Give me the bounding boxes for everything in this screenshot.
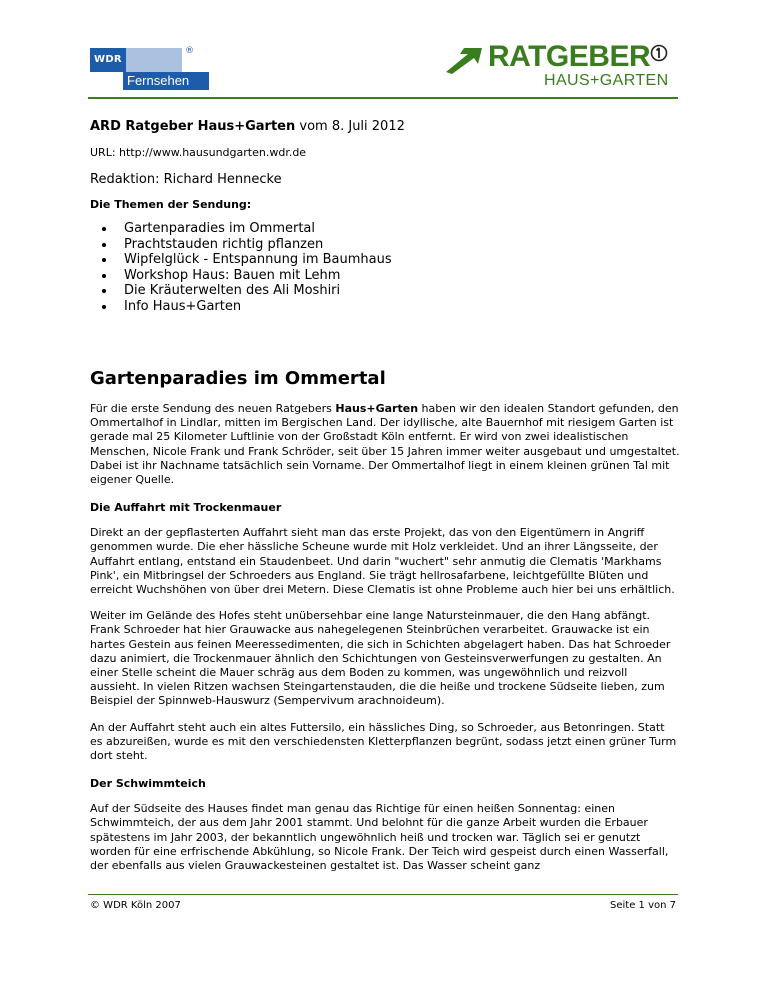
- url-line: URL: http://www.hausundgarten.wdr.de: [90, 146, 307, 159]
- ratgeber-subtitle: HAUS+GARTEN: [544, 72, 669, 89]
- paragraph-intro: [90, 402, 680, 487]
- wdr-logo-box: [90, 48, 126, 72]
- paragraph-text: haben wir den idealen Standort gefunden, den Ommertalhof in Lindlar, mitten im Bergischen Land. Der idyllische, alte Bauernhof mit riesigem Garten ist gerade mal 25 Kilometer Luftlinie von der Großstadt Köln entfernt. Er wird von zwei idealistischen Menschen, Nicole Frank und Frank Schröder, seit über 15 Jahren immer weiter ausgebaut und umgestaltet. Dabei ist ihr Nachname tatsächlich sein Vorname. Der Ommertalhof liegt in einem kleinen grünen Tal mit eigener Quelle.: [90, 402, 680, 487]
- ard-one-icon: [650, 44, 668, 62]
- footer-page-number: Seite 1 von 7: [610, 900, 676, 911]
- wdr-logo-subtext: Fernsehen: [127, 73, 190, 88]
- intro-title: [90, 119, 680, 135]
- header-divider: [88, 97, 678, 99]
- subheading-schwimmteich: Der Schwimmteich: [90, 777, 206, 791]
- ratgeber-title: RATGEBER: [488, 40, 651, 73]
- section-heading: Gartenparadies im Ommertal: [90, 368, 386, 389]
- paragraph: Auf der Südseite des Hauses findet man genau das Richtige für einen heißen Sonnentag: einen Schwimmteich, der aus dem Jahr 2001 stammt. Und belohnt für die ganze Arbeit wurden die Erbauer spätestens im Jahr 2003, der bekanntlich ungewöhnlich heiß und trocken war. Täglich sei er genutzt worden für eine erfrischende Abkühlung, so Nicole Frank. Der Teich wird gespeist durch einen Wasserfall, der ebenfalls aus vielen Grauwackesteinen gestaltet ist. Das Wasser scheint ganz: [90, 802, 669, 873]
- ratgeber-logo: [444, 42, 684, 92]
- list-item: • Info Haus+Garten: [116, 299, 680, 315]
- paragraph: An der Auffahrt steht auch ein altes Futtersilo, ein hässliches Ding, so Schroeder, aus Betonringen. Statt es abzureißen, wurde es mit den verschiedensten Kletterpflanzen begrünt, sodass jetzt einen grüner Turm dort steht.: [90, 720, 677, 763]
- wdr-logo-stripe: [126, 48, 182, 72]
- list-item: • Prachtstauden richtig pflanzen: [116, 237, 680, 253]
- subheading-auffahrt: Die Auffahrt mit Trockenmauer: [90, 501, 282, 515]
- arrow-icon: [444, 46, 484, 74]
- list-item: • Gartenparadies im Ommertal: [116, 221, 680, 237]
- themes-list: [90, 221, 680, 314]
- wdr-logo-text: WDR: [94, 54, 122, 65]
- wdr-logo-sub-box: [123, 72, 209, 90]
- footer-copyright: © WDR Köln 2007: [90, 900, 181, 911]
- registered-mark: ®: [185, 46, 194, 56]
- wdr-fernsehen-logo: [90, 48, 210, 88]
- document-content: [90, 114, 680, 873]
- list-item: • Wipfelglück - Entspannung im Baumhaus: [116, 252, 680, 268]
- paragraph-text: Für die erste Sendung des neuen Ratgebers: [90, 402, 336, 415]
- paragraph: Weiter im Gelände des Hofes steht unübersehbar eine lange Natursteinmauer, die den Hang abfängt. Frank Schroeder hat hier Grauwacke aus nahegelegenen Steinbrüchen verarbeitet. Grauwacke ist ein hartes Gestein aus feinen Meeressedimenten, die sich in Schichten abgelagert haben. Das hat Schroeder dazu animiert, die Trockenmauer ähnlich den Schichtungen von Gesteinsverwerfungen zu gestalten. An einer Stelle scheint die Mauer schräg aus dem Boden zu kommen, was ungewöhnlich und reizvoll aussieht. In vielen Ritzen wachsen Steingartenstauden, die die heiße und trockene Südseite lieben, zum Beispiel der Spinnweb-Hauswurz (Sempervivum arachnoideum).: [90, 609, 671, 708]
- themes-heading: Die Themen der Sendung:: [90, 198, 252, 211]
- paragraph-bold-text: Haus+Garten: [335, 402, 419, 415]
- list-item: • Workshop Haus: Bauen mit Lehm: [116, 268, 680, 284]
- intro-title-bold: ARD Ratgeber Haus+Garten: [90, 119, 296, 134]
- paragraph: Direkt an der gepflasterten Auffahrt sieht man das erste Projekt, das von den Eigentümern in Angriff genommen wurde. Die eher hässliche Scheune wurde mit Holz verkleidet. Und an ihrer Längsseite, der Auffahrt entlang, entstand ein Staudenbeet. Und darin "wuchert" sehr anmutig die Clematis 'Markhams Pink', ein Mitbringsel der Schroeders aus England. Sie trägt hellrosafarbene, leichtgefüllte Blüten und erreicht Wuchshöhen von über drei Metern. Diese Clematis ist ohne Probleme auch hier bei uns erhältlich.: [90, 526, 675, 597]
- footer-divider: [88, 894, 678, 895]
- intro-title-date: vom 8. Juli 2012: [295, 119, 405, 134]
- redaktion-line: Redaktion: Richard Hennecke: [90, 172, 282, 187]
- list-item: • Die Kräuterwelten des Ali Moshiri: [116, 283, 680, 299]
